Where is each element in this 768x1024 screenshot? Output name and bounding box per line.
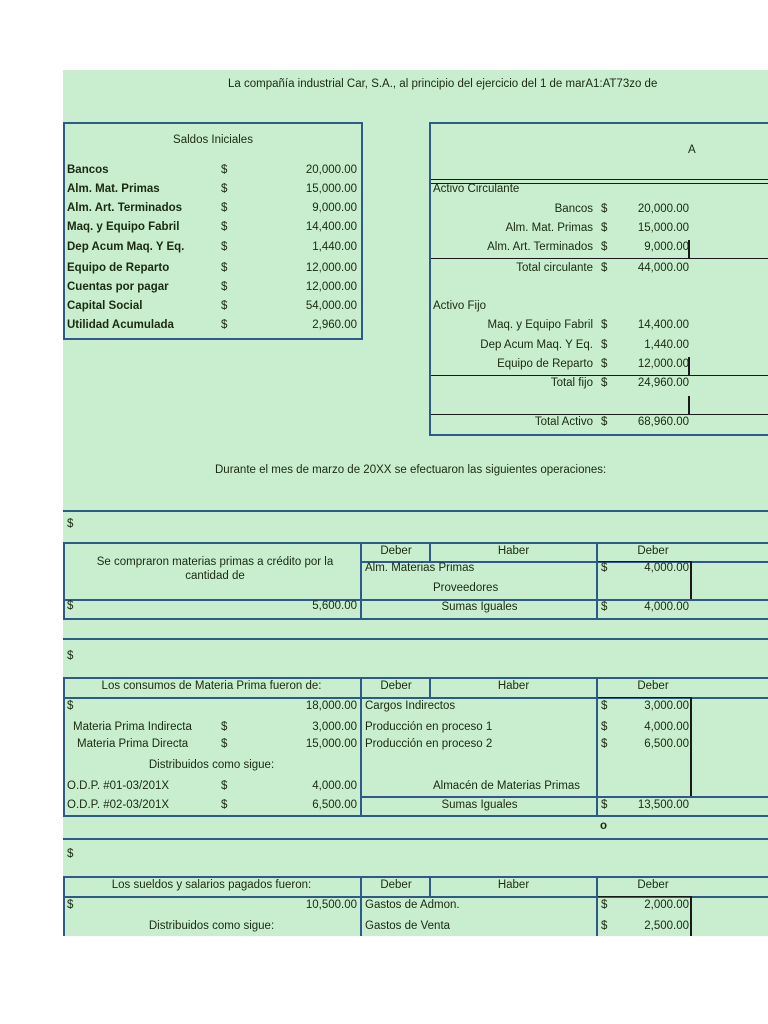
currency-sign: $: [601, 562, 608, 574]
currency-sign: $: [221, 799, 228, 811]
currency-sign: $: [221, 780, 228, 792]
distribuidos-label: Distribuidos como sigue:: [148, 759, 275, 771]
currency-sign: $: [601, 358, 608, 370]
currency-sign: $: [601, 203, 608, 215]
activo-circulante-title: Activo Circulante: [433, 183, 520, 195]
mp-indirecta-value: 3,000.00: [312, 721, 357, 733]
journal-entry: Proveedores: [433, 582, 499, 594]
saldo-label: Bancos: [67, 164, 109, 176]
balance-label: Alm. Mat. Primas: [505, 222, 593, 234]
saldo-label: Utilidad Acumulada: [67, 319, 174, 331]
journal-entry: Alm. Materias Primas: [365, 562, 475, 574]
total-fijo-label: Total fijo: [550, 377, 593, 389]
haber-header: Haber: [497, 879, 530, 891]
op2-deber-value: 3,000.00: [644, 700, 689, 712]
total-circulante-label: Total circulante: [516, 262, 593, 274]
currency-sign: $: [221, 319, 228, 331]
saldo-value: 12,000.00: [305, 281, 357, 293]
balance-value: 12,000.00: [637, 358, 689, 370]
op1-amount: 5,600.00: [312, 600, 357, 612]
balance-label: Alm. Art. Terminados: [487, 241, 593, 253]
currency-sign: $: [601, 738, 608, 750]
total-activo-value: 68,960.00: [637, 416, 689, 428]
deber-header: Deber: [380, 680, 412, 692]
balance-value: 15,000.00: [637, 222, 689, 234]
currency-sign: $: [221, 300, 228, 312]
currency-sign: $: [221, 281, 228, 293]
saldo-value: 2,960.00: [312, 319, 357, 331]
sumas-iguales-label: Sumas Iguales: [441, 601, 518, 613]
currency-sign: $: [601, 700, 608, 712]
currency-sign: $: [221, 738, 228, 750]
odp-value: 6,500.00: [312, 799, 357, 811]
currency-sign: $: [221, 221, 228, 233]
mp-directa-value: 15,000.00: [305, 738, 357, 750]
odp-value: 4,000.00: [312, 780, 357, 792]
page-title: La compañía industrial Car, S.A., al principio del ejercicio del 1 de marA1:AT73zo de: [228, 78, 658, 90]
currency-sign: $: [221, 241, 228, 253]
saldo-label: Maq. y Equipo Fabril: [67, 221, 180, 233]
saldo-value: 20,000.00: [305, 164, 357, 176]
saldo-value: 14,400.00: [305, 221, 357, 233]
odp-label: O.D.P. #02-03/201X: [67, 799, 170, 811]
journal-entry: Producción en proceso 1: [365, 721, 493, 733]
saldo-value: 54,000.00: [305, 300, 357, 312]
op1-sum-value: 4,000.00: [644, 601, 689, 613]
saldo-label: Cuentas por pagar: [67, 281, 169, 293]
balance-value: 14,400.00: [637, 319, 689, 331]
deber-header: Deber: [380, 879, 412, 891]
saldo-label: Alm. Art. Terminados: [67, 202, 183, 214]
saldo-value: 1,440.00: [312, 241, 357, 253]
currency-sign: $: [601, 222, 608, 234]
activo-fijo-title: Activo Fijo: [433, 300, 487, 312]
currency-sign: $: [601, 721, 608, 733]
op2-description: Los consumos de Materia Prima fueron de:: [101, 680, 322, 692]
balance-label: Bancos: [554, 203, 593, 215]
currency-sign: $: [67, 650, 74, 662]
journal-entry: Cargos Indirectos: [365, 700, 456, 712]
currency-sign: $: [67, 899, 74, 911]
balance-label: Maq. y Equipo Fabril: [487, 319, 593, 331]
journal-entry: Almacén de Materias Primas: [433, 780, 580, 792]
currency-sign: $: [67, 518, 74, 530]
total-fijo-value: 24,960.00: [637, 377, 689, 389]
currency-sign: $: [601, 339, 608, 351]
saldo-value: 12,000.00: [305, 262, 357, 274]
currency-sign: $: [601, 799, 608, 811]
total-activo-label: Total Activo: [534, 416, 593, 428]
journal-entry: Gastos de Venta: [365, 920, 451, 932]
currency-sign: $: [601, 262, 608, 274]
op2-sum-value: 13,500.00: [637, 799, 689, 811]
deber-column-header: Deber: [637, 879, 669, 891]
currency-sign: $: [601, 899, 608, 911]
balance-value: 9,000.00: [644, 241, 689, 253]
haber-header: Haber: [497, 545, 530, 557]
currency-sign: $: [601, 920, 608, 932]
currency-sign: $: [67, 700, 74, 712]
op3-amount: 10,500.00: [305, 899, 357, 911]
balance-value: 20,000.00: [637, 203, 689, 215]
op3-deber-value: 2,000.00: [644, 899, 689, 911]
odp-label: O.D.P. #01-03/201X: [67, 780, 170, 792]
balance-label: Dep Acum Maq. Y Eq.: [480, 339, 593, 351]
op2-amount: 18,000.00: [305, 700, 357, 712]
balance-value: 1,440.00: [644, 339, 689, 351]
currency-sign: $: [601, 319, 608, 331]
saldo-value: 9,000.00: [312, 202, 357, 214]
currency-sign: $: [221, 262, 228, 274]
op1-description: Se compraron materias primas a crédito por la cantidad de: [96, 556, 334, 582]
distribuidos-label: Distribuidos como sigue:: [148, 920, 275, 932]
saldo-label: Equipo de Reparto: [67, 262, 170, 274]
sumas-iguales-label: Sumas Iguales: [441, 799, 518, 811]
total-circulante-value: 44,000.00: [637, 262, 689, 274]
haber-header: Haber: [497, 680, 530, 692]
operations-title: Durante el mes de marzo de 20XX se efectuaron las siguientes operaciones:: [215, 464, 607, 476]
op2-note: o: [600, 820, 608, 832]
currency-sign: $: [221, 721, 228, 733]
currency-sign: $: [601, 241, 608, 253]
deber-column-header: Deber: [637, 680, 669, 692]
deber-column-header: Deber: [637, 545, 669, 557]
saldos-title: Saldos Iniciales: [173, 134, 253, 146]
currency-sign: $: [221, 183, 228, 195]
currency-sign: $: [601, 377, 608, 389]
op1-deber-value: 4,000.00: [644, 562, 689, 574]
balance-label: Equipo de Reparto: [497, 358, 593, 370]
currency-sign: $: [67, 600, 74, 612]
currency-sign: $: [221, 164, 228, 176]
mp-directa-label: Materia Prima Directa: [77, 738, 189, 750]
currency-sign: $: [67, 848, 74, 860]
saldo-label: Dep Acum Maq. Y Eq.: [67, 241, 185, 253]
currency-sign: $: [221, 202, 228, 214]
deber-header: Deber: [380, 545, 412, 557]
op2-deber-value: 4,000.00: [644, 721, 689, 733]
op3-description: Los sueldos y salarios pagados fueron:: [111, 879, 312, 891]
saldo-value: 15,000.00: [305, 183, 357, 195]
currency-sign: $: [601, 416, 608, 428]
saldo-label: Capital Social: [67, 300, 143, 312]
spreadsheet-sheet: [63, 70, 768, 936]
balance-title-partial: A: [688, 144, 696, 156]
saldo-label: Alm. Mat. Primas: [67, 183, 160, 195]
op2-deber-value: 6,500.00: [644, 738, 689, 750]
mp-indirecta-label: Materia Prima Indirecta: [73, 721, 192, 733]
journal-entry: Producción en proceso 2: [365, 738, 493, 750]
currency-sign: $: [601, 601, 608, 613]
op3-deber-value: 2,500.00: [644, 920, 689, 932]
journal-entry: Gastos de Admon.: [365, 899, 460, 911]
